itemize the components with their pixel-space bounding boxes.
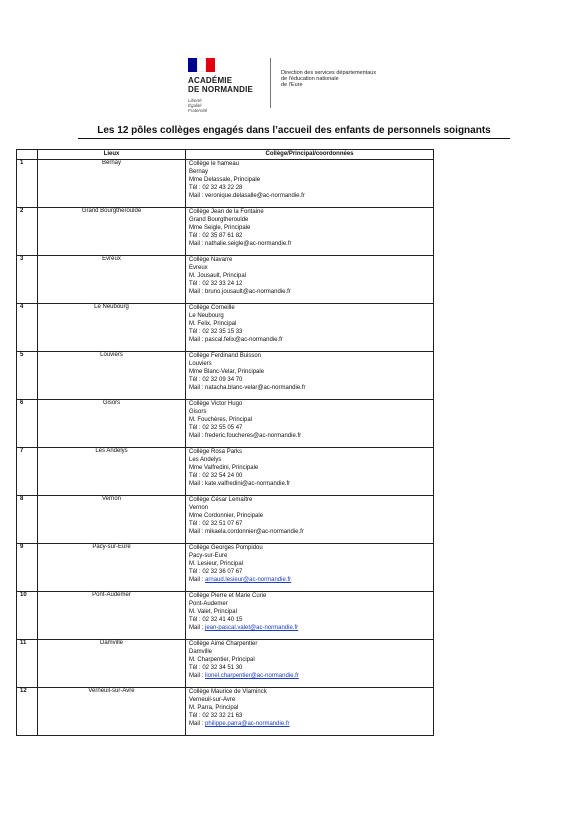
pole-number: 6 (17, 400, 38, 448)
table-header-row (17, 150, 434, 160)
pole-number: 7 (17, 448, 38, 496)
page-title: Les 12 pôles collèges engagés dans l’accueil des enfants de personnels soignants (78, 125, 510, 139)
pole-coordonnees (186, 592, 434, 640)
college-town: Verneuil-sur-Avre (189, 697, 236, 703)
motto (188, 98, 207, 113)
principal-name: M. Charpentier, Principal (189, 657, 255, 663)
college-town: Pacy-sur-Eure (189, 553, 228, 559)
email-prefix: Mail : (189, 721, 206, 727)
college-town: Evreux (189, 265, 208, 271)
college-town: Gisors (189, 409, 207, 415)
college-town: Vernon (189, 505, 209, 511)
college-name: Collège Maurice de Vlaminck (189, 689, 267, 695)
principal-name: Mme Delassale, Principale (189, 177, 261, 183)
header-divider (270, 58, 271, 108)
academie-line-1: ACADÉMIE (188, 76, 233, 85)
college-town: Les Andelys (189, 457, 222, 463)
direction-line-2: de l'éducation nationale (281, 76, 339, 82)
phone-number: Tél : 02 32 54 24 00 (189, 473, 243, 479)
email-link[interactable]: philippe.parra@ac-normandie.fr (205, 721, 290, 727)
email-prefix: Mail : (189, 625, 206, 631)
principal-name: Mme Cordonnier, Principale (189, 513, 264, 519)
college-name: Collège Navarre (189, 257, 233, 263)
table-row (17, 256, 434, 304)
pole-number: 3 (17, 256, 38, 304)
pole-lieu: Evreux (38, 256, 186, 304)
pole-coordonnees (186, 640, 434, 688)
pole-number: 12 (17, 688, 38, 736)
table-row (17, 496, 434, 544)
phone-number: Tél : 02 32 51 07 67 (189, 521, 243, 527)
email-link[interactable]: arnaud.lesieur@ac-normandie.fr (205, 577, 292, 583)
principal-name: M. Jousault, Principal (189, 273, 247, 279)
email-prefix: Mail : (189, 193, 206, 199)
pole-number: 9 (17, 544, 38, 592)
direction-label (281, 70, 376, 88)
pole-number: 10 (17, 592, 38, 640)
table-row (17, 640, 434, 688)
principal-name: Mme Seigle, Principale (189, 225, 251, 231)
email-text: kate.valfredini@ac-normandie.fr (205, 481, 291, 487)
pole-coordonnees (186, 544, 434, 592)
email-text: frederic.foucheres@ac-normandie.fr (205, 433, 302, 439)
pole-coordonnees (186, 688, 434, 736)
college-town: Pont-Audemer (189, 601, 228, 607)
table-body (17, 160, 434, 736)
email-line (189, 192, 430, 200)
table-row (17, 160, 434, 208)
table-row (17, 688, 434, 736)
phone-number: Tél : 02 32 35 15 33 (189, 329, 243, 335)
pole-coordonnees (186, 160, 434, 208)
pole-number: 4 (17, 304, 38, 352)
table-row (17, 304, 434, 352)
email-line (189, 720, 430, 728)
email-line (189, 432, 430, 440)
principal-name: M. Valet, Principal (189, 609, 237, 615)
email-line (189, 576, 430, 584)
table-row (17, 400, 434, 448)
header-num (17, 150, 38, 160)
flag-white-stripe (197, 58, 206, 72)
document-header (186, 56, 406, 112)
principal-name: Mme Blanc-Velar, Principale (189, 369, 265, 375)
pole-lieu: Le Neubourg (38, 304, 186, 352)
republique-francaise-flag-icon (188, 58, 216, 72)
direction-line-1: Direction des services départementaux (281, 70, 377, 76)
college-town: Damville (189, 649, 213, 655)
email-line (189, 624, 430, 632)
phone-number: Tél : 02 32 41 40 15 (189, 617, 243, 623)
motto-liberte: Liberté (188, 98, 202, 103)
table-row (17, 208, 434, 256)
pole-number: 2 (17, 208, 38, 256)
college-town: Louviers (189, 361, 212, 367)
pole-lieu: Pacy-sur-Eure (38, 544, 186, 592)
poles-table (16, 149, 434, 736)
pole-lieu: Damville (38, 640, 186, 688)
pole-lieu: Bernay (38, 160, 186, 208)
email-prefix: Mail : (189, 289, 206, 295)
email-link[interactable]: lionel.charpentier@ac-normandie.fr (205, 673, 299, 679)
phone-number: Tél : 02 32 34 51 30 (189, 665, 243, 671)
email-line (189, 528, 430, 536)
college-name: Collège Corneille (189, 305, 235, 311)
header-lieux: Lieux (38, 150, 186, 160)
table-row (17, 544, 434, 592)
pole-number: 5 (17, 352, 38, 400)
email-prefix: Mail : (189, 337, 206, 343)
email-text: natacha.blanc-velar@ac-normandie.fr (205, 385, 306, 391)
pole-coordonnees (186, 208, 434, 256)
email-prefix: Mail : (189, 481, 206, 487)
phone-number: Tél : 02 32 32 21 63 (189, 713, 243, 719)
table-row (17, 448, 434, 496)
email-link[interactable]: jean-pascal.valet@ac-normandie.fr (205, 625, 299, 631)
flag-blue-stripe (188, 58, 197, 72)
pole-lieu: Verneuil-sur-Avre (38, 688, 186, 736)
pole-lieu: Grand Bourgtheroulde (38, 208, 186, 256)
email-prefix: Mail : (189, 385, 206, 391)
pole-coordonnees (186, 496, 434, 544)
pole-lieu: Louviers (38, 352, 186, 400)
pole-number: 11 (17, 640, 38, 688)
phone-number: Tél : 02 32 09 34 70 (189, 377, 243, 383)
flag-red-stripe (206, 58, 215, 72)
email-text: mikaela.cordonnier@ac-normandie.fr (205, 529, 304, 535)
phone-number: Tél : 02 32 36 07 67 (189, 569, 243, 575)
pole-coordonnees (186, 352, 434, 400)
principal-name: M. Parra, Principal (189, 705, 239, 711)
college-town: Grand Bourgtheroulde (189, 217, 249, 223)
email-line (189, 288, 430, 296)
college-name: Collège Pierre et Marie Curie (189, 593, 267, 599)
email-prefix: Mail : (189, 577, 206, 583)
pole-lieu: Les Andelys (38, 448, 186, 496)
pole-number: 8 (17, 496, 38, 544)
phone-number: Tél : 02 35 87 61 82 (189, 233, 243, 239)
principal-name: M. Fouchères, Principal (189, 417, 253, 423)
email-line (189, 480, 430, 488)
email-line (189, 672, 430, 680)
principal-name: M. Felix, Principal (189, 321, 237, 327)
phone-number: Tél : 02 32 33 24 12 (189, 281, 243, 287)
college-name: Collège Jean de la Fontaine (189, 209, 264, 215)
principal-name: M. Lesieur, Principal (189, 561, 244, 567)
pole-coordonnees (186, 304, 434, 352)
table-row (17, 592, 434, 640)
academie-logo-text (188, 76, 253, 94)
email-line (189, 240, 430, 248)
college-name: Collège Ferdinand Buisson (189, 353, 262, 359)
college-name: Collège César Lemaître (189, 497, 253, 503)
email-text: bruno.jousault@ac-normandie.fr (205, 289, 291, 295)
college-name: Collège Victor Hugo (189, 401, 243, 407)
email-line (189, 336, 430, 344)
college-name: Collège Rosa Parks (189, 449, 243, 455)
table-row (17, 352, 434, 400)
college-name: Collège le hameau (189, 161, 240, 167)
pole-coordonnees (186, 448, 434, 496)
college-town: Le Neubourg (189, 313, 224, 319)
academie-line-2: DE NORMANDIE (188, 85, 254, 94)
pole-lieu: Pont-Audemer (38, 592, 186, 640)
email-prefix: Mail : (189, 241, 206, 247)
phone-number: Tél : 02 32 43 22 28 (189, 185, 243, 191)
direction-line-3: de l'Eure (281, 82, 303, 88)
email-text: pascal.felix@ac-normandie.fr (205, 337, 283, 343)
email-text: veronique.delasalle@ac-normandie.fr (205, 193, 305, 199)
pole-lieu: Vernon (38, 496, 186, 544)
email-text: nathalie.seigle@ac-normandie.fr (205, 241, 292, 247)
motto-egalite: Égalité (188, 103, 202, 108)
header-college: Collège/Principal/coordonnées (186, 150, 434, 160)
email-prefix: Mail : (189, 673, 206, 679)
college-name: Collège Aimé Charpentier (189, 641, 258, 647)
college-name: Collège Georges Pompidou (189, 545, 263, 551)
email-prefix: Mail : (189, 529, 206, 535)
pole-lieu: Gisors (38, 400, 186, 448)
phone-number: Tél : 02 32 55 05 47 (189, 425, 243, 431)
email-prefix: Mail : (189, 433, 206, 439)
pole-coordonnees (186, 256, 434, 304)
pole-coordonnees (186, 400, 434, 448)
motto-fraternite: Fraternité (188, 108, 208, 113)
principal-name: Mme Valfredini, Principale (189, 465, 259, 471)
pole-number: 1 (17, 160, 38, 208)
college-town: Bernay (189, 169, 209, 175)
email-line (189, 384, 430, 392)
